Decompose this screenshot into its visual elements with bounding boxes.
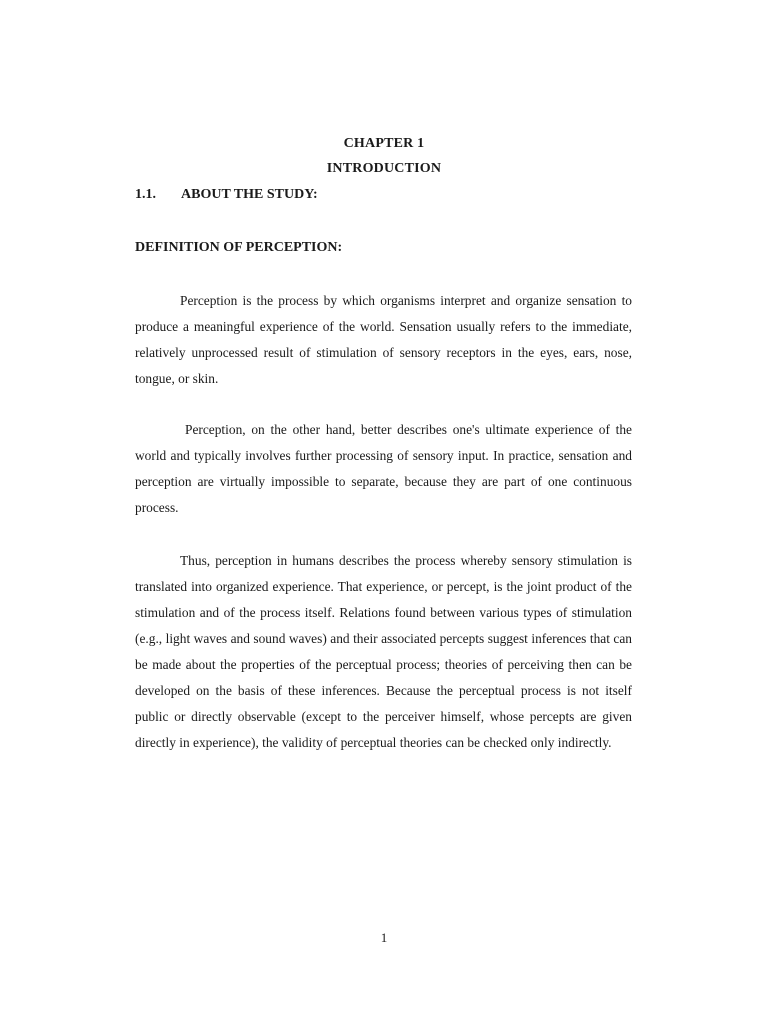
section-number: 1.1. — [135, 187, 156, 202]
chapter-subtitle: INTRODUCTION — [326, 161, 442, 176]
subsection-heading: DEFINITION OF PERCEPTION: — [135, 240, 343, 255]
paragraph: Thus, perception in humans describes the process whereby sensory stimulation is translated into organized experience. That experience, or percept, is the joint product of the stimulation and of the process itself. Relations found between various types of stimulation (e.g., light waves and sound waves) and their associated percepts suggest inferences that can be made about the properties of the perceptual process; theories of perceiving then can be developed on the basis of these inferences. Because the perceptual process is not itself public or directly observable (except to the perceiver himself, whose percepts are given directly in experience), the validity of perceptual theories can be checked only indirectly. — [135, 553, 632, 750]
section-title: ABOUT THE STUDY: — [181, 187, 318, 202]
page-number: 1 — [380, 930, 388, 945]
paragraph: Perception is the process by which organisms interpret and organize sensation to produce a meaningful experience of the world. Sensation usually refers to the immediate, relatively unprocessed result of stimulation of sensory receptors in the eyes, ears, nose, tongue, or skin. — [135, 293, 632, 386]
paragraph: Perception, on the other hand, better describes one's ultimate experience of the world and typically involves further processing of sensory input. In practice, sensation and perception are virtually impossible to separate, because they are part of one continuous process. — [135, 422, 632, 515]
section-heading — [135, 187, 318, 203]
chapter-title: CHAPTER 1 — [343, 136, 425, 151]
